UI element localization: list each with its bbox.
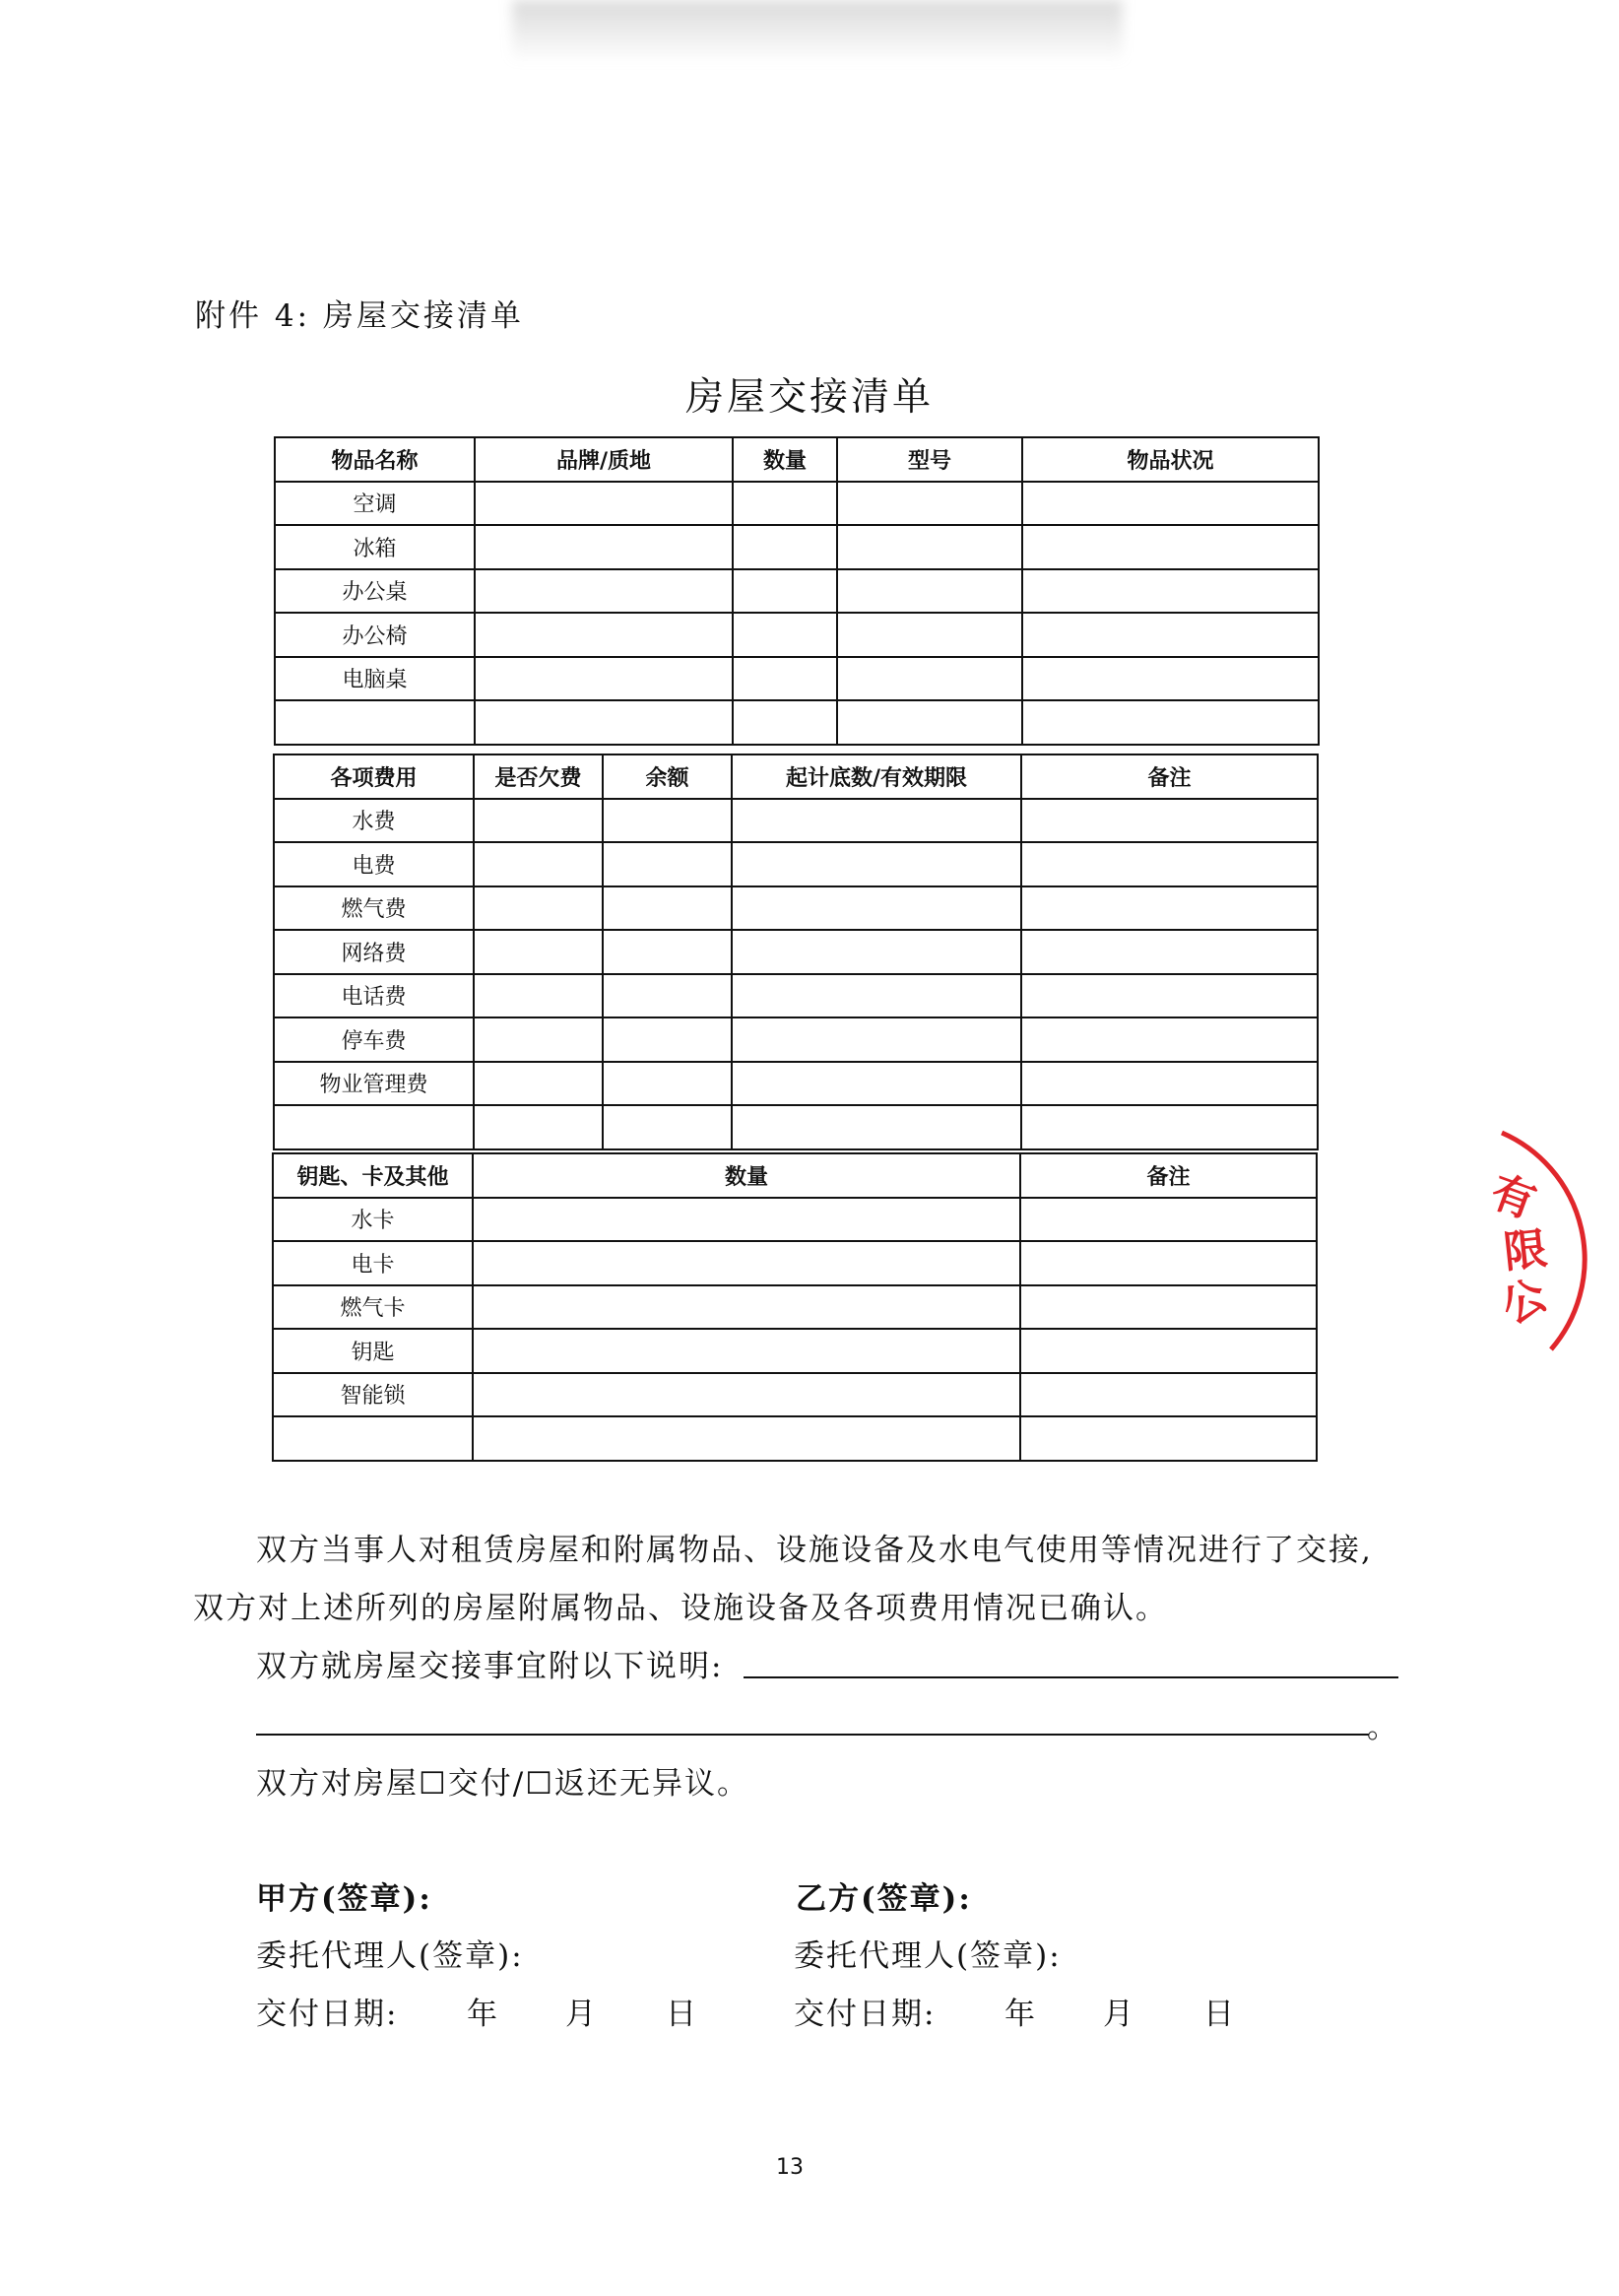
fees-blank-cell[interactable] — [732, 1062, 1021, 1106]
fees-blank-cell[interactable] — [474, 1105, 603, 1149]
table-row — [275, 525, 1319, 569]
svg-text:限: 限 — [1501, 1223, 1550, 1279]
table-row — [273, 1198, 1317, 1242]
items-row-label: 冰箱 — [275, 525, 475, 569]
fees-blank-cell[interactable] — [732, 1105, 1021, 1149]
keys-row-label — [273, 1416, 473, 1461]
keys-blank-cell[interactable] — [473, 1198, 1020, 1242]
party-b-date-label: 交付日期: — [794, 1997, 937, 2032]
items-header-row — [275, 437, 1319, 482]
fees-blank-cell[interactable] — [732, 974, 1021, 1018]
table-row — [273, 1329, 1317, 1373]
items-blank-cell[interactable] — [837, 657, 1022, 701]
keys-table — [272, 1152, 1318, 1462]
fees-blank-cell[interactable] — [1021, 1105, 1318, 1149]
fees-header-cell: 备注 — [1021, 754, 1318, 799]
keys-blank-cell[interactable] — [1020, 1241, 1317, 1285]
party-a-date-year: 年 — [467, 1997, 499, 2032]
keys-blank-cell[interactable] — [473, 1416, 1020, 1461]
party-b-date-day: 日 — [1203, 1997, 1236, 2032]
fees-blank-cell[interactable] — [603, 1105, 732, 1149]
fees-blank-cell[interactable] — [474, 930, 603, 974]
items-blank-cell[interactable] — [475, 525, 733, 569]
items-header-cell: 数量 — [733, 437, 837, 482]
items-header-cell: 物品名称 — [275, 437, 475, 482]
table-row — [274, 842, 1318, 886]
fees-blank-cell[interactable] — [603, 842, 732, 886]
keys-blank-cell[interactable] — [473, 1285, 1020, 1330]
fees-row-label: 网络费 — [274, 930, 474, 974]
keys-header-cell: 钥匙、卡及其他 — [273, 1153, 473, 1198]
items-blank-cell[interactable] — [1022, 569, 1319, 614]
items-header-cell: 物品状况 — [1022, 437, 1319, 482]
items-row-label: 空调 — [275, 482, 475, 526]
keys-header-cell: 备注 — [1020, 1153, 1317, 1198]
items-row-label: 办公椅 — [275, 613, 475, 657]
party-b-date-year: 年 — [1004, 1997, 1037, 2032]
fees-header-cell: 起计底数/有效期限 — [732, 754, 1021, 799]
table-row — [274, 1017, 1318, 1062]
party-b-signature: 乙方(签章): — [796, 1881, 972, 1917]
keys-blank-cell[interactable] — [1020, 1285, 1317, 1330]
fees-blank-cell[interactable] — [474, 1017, 603, 1062]
items-blank-cell[interactable] — [733, 482, 837, 526]
keys-header-row — [273, 1153, 1317, 1198]
notes-end-period: 。 — [1367, 1710, 1399, 1745]
table-row — [275, 700, 1319, 745]
fees-blank-cell[interactable] — [1021, 1062, 1318, 1106]
scan-artifact — [512, 0, 1123, 59]
items-blank-cell[interactable] — [837, 700, 1022, 745]
items-blank-cell[interactable] — [733, 657, 837, 701]
table-row — [274, 974, 1318, 1018]
fees-blank-cell[interactable] — [474, 842, 603, 886]
party-b-agent: 委托代理人(签章): — [794, 1938, 1062, 1974]
fees-header-row — [274, 754, 1318, 799]
keys-row-label: 燃气卡 — [273, 1285, 473, 1330]
fees-blank-cell[interactable] — [474, 1062, 603, 1106]
keys-blank-cell[interactable] — [1020, 1373, 1317, 1417]
party-a-signature: 甲方(签章): — [256, 1881, 432, 1917]
items-blank-cell[interactable] — [733, 700, 837, 745]
keys-blank-cell[interactable] — [1020, 1416, 1317, 1461]
party-a-date-day: 日 — [666, 1997, 698, 2032]
fees-blank-cell[interactable] — [732, 799, 1021, 843]
fees-row-label: 水费 — [274, 799, 474, 843]
items-blank-cell[interactable] — [475, 700, 733, 745]
items-blank-cell[interactable] — [837, 569, 1022, 614]
fees-blank-cell[interactable] — [474, 974, 603, 1018]
svg-text:有: 有 — [1484, 1166, 1542, 1229]
fees-blank-cell[interactable] — [603, 1017, 732, 1062]
fees-blank-cell[interactable] — [474, 799, 603, 843]
items-row-label: 电脑桌 — [275, 657, 475, 701]
paragraph-handover-line2: 双方对上述所列的房屋附属物品、设施设备及各项费用情况已确认。 — [193, 1591, 1168, 1626]
items-blank-cell[interactable] — [837, 525, 1022, 569]
paragraph-no-objection: 双方对房屋☐交付/☐返还无异议。 — [256, 1766, 750, 1802]
items-blank-cell[interactable] — [733, 525, 837, 569]
notes-blank-line-2[interactable] — [256, 1734, 1369, 1736]
table-row — [274, 930, 1318, 974]
fees-blank-cell[interactable] — [1021, 974, 1318, 1018]
fees-row-label: 电费 — [274, 842, 474, 886]
party-b-date-month: 月 — [1103, 1997, 1135, 2032]
fees-blank-cell[interactable] — [474, 886, 603, 931]
items-blank-cell[interactable] — [837, 613, 1022, 657]
keys-row-label: 智能锁 — [273, 1373, 473, 1417]
fees-blank-cell[interactable] — [603, 1062, 732, 1106]
fees-blank-cell[interactable] — [603, 974, 732, 1018]
keys-row-label: 电卡 — [273, 1241, 473, 1285]
items-blank-cell[interactable] — [1022, 525, 1319, 569]
fees-header-cell: 是否欠费 — [474, 754, 603, 799]
fees-blank-cell[interactable] — [1021, 930, 1318, 974]
fees-blank-cell[interactable] — [732, 842, 1021, 886]
table-row — [275, 569, 1319, 614]
keys-row-label: 钥匙 — [273, 1329, 473, 1373]
notes-blank-line-1[interactable] — [744, 1676, 1398, 1678]
company-seal-stamp — [1482, 1123, 1619, 1359]
table-row — [275, 613, 1319, 657]
items-blank-cell[interactable] — [475, 482, 733, 526]
paragraph-handover-line1: 双方当事人对租赁房屋和附属物品、设施设备及水电气使用等情况进行了交接, — [256, 1533, 1373, 1568]
keys-row-label: 水卡 — [273, 1198, 473, 1242]
party-a-agent: 委托代理人(签章): — [256, 1938, 524, 1974]
table-row — [274, 1062, 1318, 1106]
page-number: 13 — [776, 2155, 804, 2180]
fees-blank-cell[interactable] — [603, 930, 732, 974]
items-row-label — [275, 700, 475, 745]
items-row-label: 办公桌 — [275, 569, 475, 614]
fees-blank-cell[interactable] — [732, 886, 1021, 931]
keys-blank-cell[interactable] — [473, 1329, 1020, 1373]
items-blank-cell[interactable] — [1022, 657, 1319, 701]
items-blank-cell[interactable] — [733, 569, 837, 614]
keys-header-cell: 数量 — [473, 1153, 1020, 1198]
fees-row-label: 停车费 — [274, 1017, 474, 1062]
svg-text:公: 公 — [1493, 1269, 1556, 1335]
table-row — [274, 886, 1318, 931]
paragraph-notes-label: 双方就房屋交接事宜附以下说明: — [256, 1649, 724, 1684]
keys-blank-cell[interactable] — [473, 1373, 1020, 1417]
fees-blank-cell[interactable] — [603, 799, 732, 843]
table-row — [275, 482, 1319, 526]
fees-row-label: 电话费 — [274, 974, 474, 1018]
keys-blank-cell[interactable] — [1020, 1329, 1317, 1373]
items-blank-cell[interactable] — [475, 613, 733, 657]
party-a-date-month: 月 — [565, 1997, 598, 2032]
fees-blank-cell[interactable] — [1021, 842, 1318, 886]
table-row — [273, 1416, 1317, 1461]
table-row — [275, 657, 1319, 701]
table-row — [273, 1373, 1317, 1417]
items-blank-cell[interactable] — [837, 482, 1022, 526]
keys-blank-cell[interactable] — [473, 1241, 1020, 1285]
items-blank-cell[interactable] — [475, 657, 733, 701]
keys-blank-cell[interactable] — [1020, 1198, 1317, 1242]
fees-blank-cell[interactable] — [1021, 886, 1318, 931]
items-blank-cell[interactable] — [1022, 613, 1319, 657]
fees-blank-cell[interactable] — [732, 930, 1021, 974]
table-row — [274, 799, 1318, 843]
seal-text — [1484, 1166, 1555, 1334]
items-header-cell: 型号 — [837, 437, 1022, 482]
items-blank-cell[interactable] — [475, 569, 733, 614]
fees-row-label: 物业管理费 — [274, 1062, 474, 1106]
table-row — [274, 1105, 1318, 1149]
items-table — [274, 436, 1320, 746]
fees-header-cell: 各项费用 — [274, 754, 474, 799]
document-title: 房屋交接清单 — [684, 375, 934, 420]
fees-row-label: 燃气费 — [274, 886, 474, 931]
table-row — [273, 1241, 1317, 1285]
items-blank-cell[interactable] — [733, 613, 837, 657]
table-row — [273, 1285, 1317, 1330]
fees-table — [273, 754, 1319, 1150]
fees-blank-cell[interactable] — [1021, 1017, 1318, 1062]
party-a-date-label: 交付日期: — [256, 1997, 399, 2032]
fees-blank-cell[interactable] — [1021, 799, 1318, 843]
items-blank-cell[interactable] — [1022, 700, 1319, 745]
items-blank-cell[interactable] — [1022, 482, 1319, 526]
fees-blank-cell[interactable] — [603, 886, 732, 931]
items-header-cell: 品牌/质地 — [475, 437, 733, 482]
annex-label: 附件 4: 房屋交接清单 — [195, 298, 524, 334]
fees-header-cell: 余额 — [603, 754, 732, 799]
fees-row-label — [274, 1105, 474, 1149]
fees-blank-cell[interactable] — [732, 1017, 1021, 1062]
